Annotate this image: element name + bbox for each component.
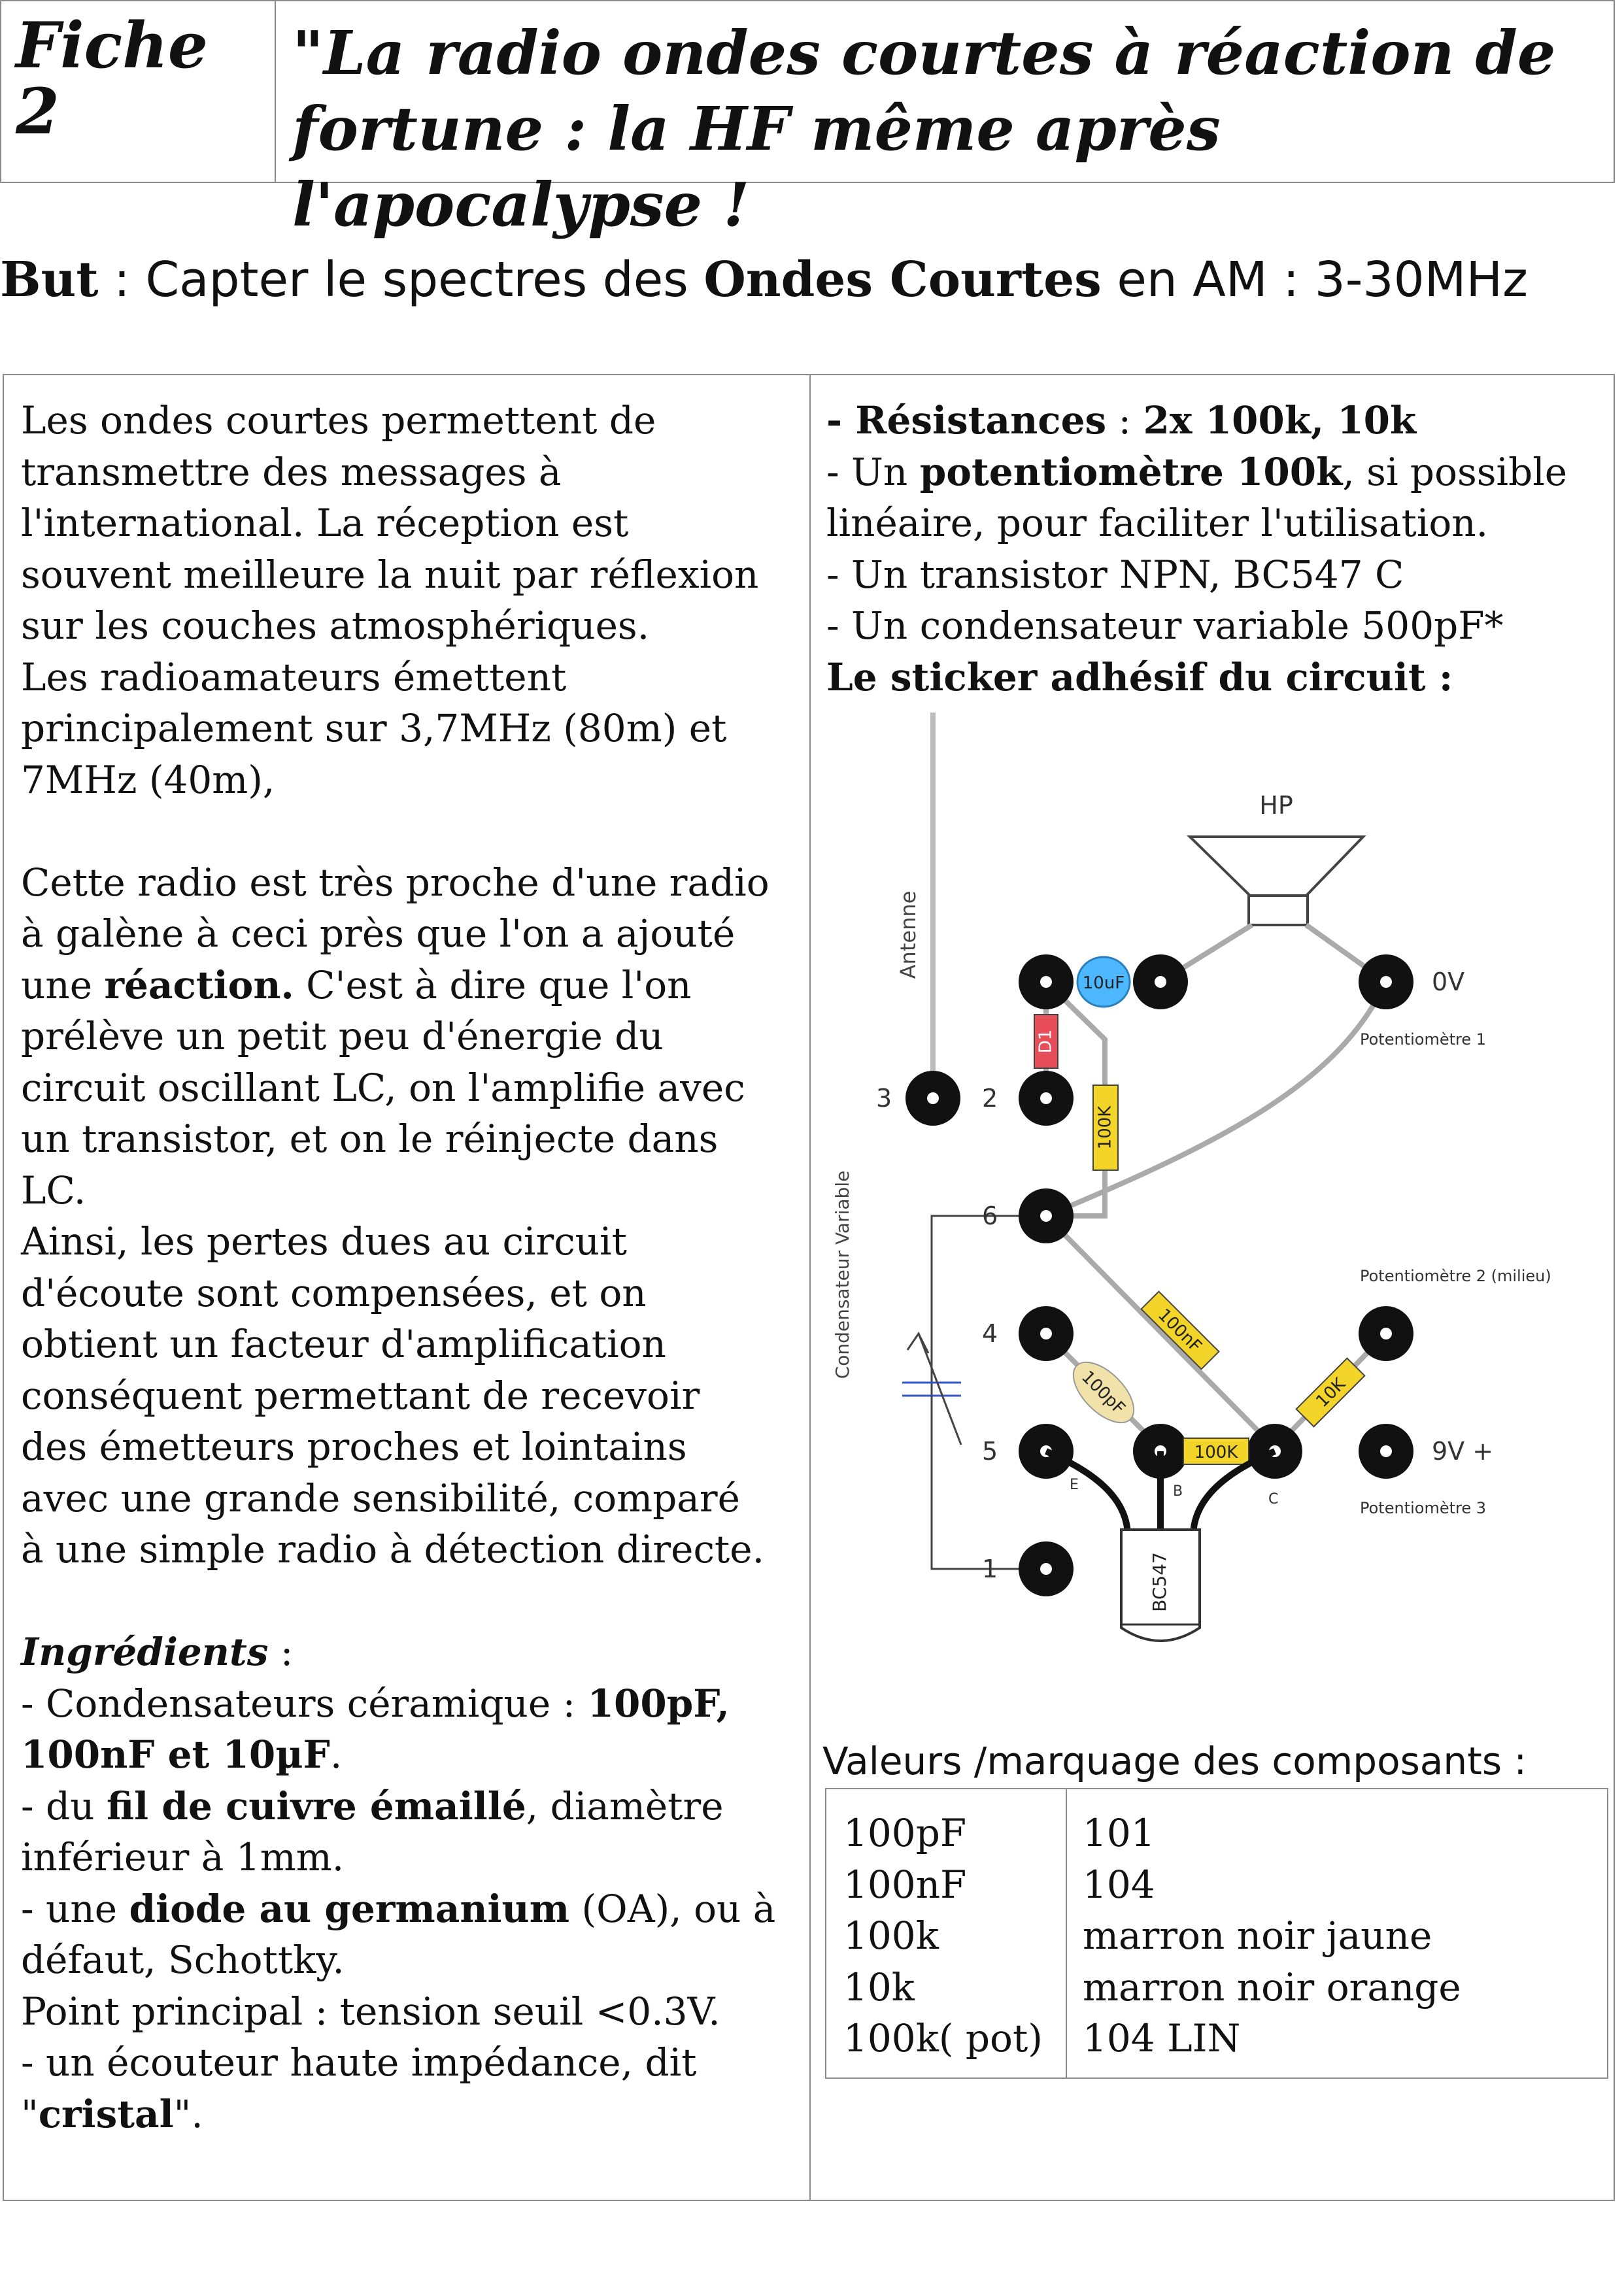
collector-label: C <box>1268 1491 1279 1507</box>
transistor-label: BC547 <box>1149 1552 1170 1612</box>
text-line: sur les couches atmosphériques. <box>21 603 650 648</box>
text-line <box>21 960 805 1011</box>
component-cell: 100k( pot) <box>843 2016 1043 2061</box>
variable-capacitor-icon <box>902 1216 1046 1569</box>
text-run: - Condensateurs céramique : <box>21 1681 588 1726</box>
text-run: C'est à dire que l'on <box>294 962 692 1007</box>
text-run: - une <box>21 1886 129 1931</box>
values-divider <box>1066 1789 1067 2078</box>
title-line-2: fortune : la HF même après l'apocalypse ! <box>292 93 1221 240</box>
resistor-100k-horizontal-label: 100K <box>1194 1443 1238 1462</box>
column-divider <box>809 375 811 2200</box>
right-column <box>826 395 1611 703</box>
variable-capacitor-label: Condensateur Variable <box>832 1170 853 1379</box>
label-pot3: Potentiomètre 3 <box>1360 1499 1487 1517</box>
text-run: une <box>21 962 105 1007</box>
ingredients-heading <box>21 1626 805 1678</box>
values-heading: Valeurs /marquage des composants : <box>822 1739 1527 1783</box>
text-line: à galène à ceci près que l'on a ajouté <box>21 911 736 956</box>
pad-number: 5 <box>982 1437 998 1466</box>
text-bold: 100pF, <box>587 1681 730 1726</box>
text-line: d'écoute sont compensées, et on <box>21 1270 647 1315</box>
goal-text-2: en AM : 3-30MHz <box>1101 252 1529 308</box>
ingredient-line: inférieur à 1mm. <box>21 1835 345 1879</box>
capacitor-100nf-icon <box>1142 1292 1219 1370</box>
text-line: à une simple radio à détection directe. <box>21 1527 765 1572</box>
marking-column <box>1083 1808 1461 2064</box>
blank-line <box>21 1575 805 1627</box>
pad-number: 6 <box>982 1202 998 1230</box>
marking-cell: 101 <box>1083 1811 1155 1855</box>
marking-cell: marron noir orange <box>1083 1964 1461 2010</box>
text-line: LC. <box>21 1168 86 1213</box>
title-line-1: "La radio ondes courtes à réaction de <box>292 18 1556 88</box>
text-bold: 2x 100k, 10k <box>1143 398 1417 443</box>
text-line: principalement sur 3,7MHz (80m) et <box>21 706 727 750</box>
text-line <box>826 446 1611 498</box>
text-bold: 100nF et 10µF <box>21 1732 330 1777</box>
component-column <box>843 1808 1043 2064</box>
label-9v: 9V + <box>1432 1437 1494 1466</box>
text-run: - du <box>21 1783 107 1828</box>
text-line: linéaire, pour faciliter l'utilisation. <box>826 501 1489 545</box>
goal-line <box>0 252 1528 308</box>
text-line: un transistor, et on le réinjecte dans <box>21 1117 719 1161</box>
text-run: " <box>21 2091 39 2136</box>
text-line: - Un transistor NPN, BC547 C <box>826 552 1404 597</box>
text-bold: cristal <box>38 2091 174 2136</box>
text-line: avec une grande sensibilité, comparé <box>21 1475 740 1521</box>
text-run: : <box>1106 398 1143 443</box>
sheet-label: Fiche 2 <box>16 8 208 148</box>
text-bold: diode au germanium <box>129 1886 570 1931</box>
text-line: prélève un petit peu d'énergie du <box>21 1014 664 1058</box>
base-label: B <box>1173 1483 1183 1500</box>
capacitor-100pf-label: 100pF <box>1077 1367 1129 1419</box>
circuit-diagram <box>830 713 1582 1660</box>
component-cell: 100k <box>843 1913 939 1958</box>
text-line: des émetteurs proches et lointains <box>21 1424 687 1469</box>
text-bold: potentiomètre 100k <box>919 449 1343 494</box>
pad-number: 2 <box>982 1084 998 1113</box>
text-run: (OA), ou à <box>569 1886 776 1931</box>
hp-label: HP <box>1259 791 1293 820</box>
sheet-title <box>292 16 1606 243</box>
text-line: transmettre des messages à <box>21 449 562 494</box>
ingredient-line <box>21 1678 805 1730</box>
text-line <box>826 395 1611 446</box>
ingredient-line: défaut, Schottky. <box>21 1938 345 1982</box>
goal-label: But <box>0 252 99 308</box>
marking-cell: 104 <box>1083 1862 1155 1907</box>
capacitor-10uf-label: 10uF <box>1082 973 1125 993</box>
marking-cell: 104 LIN <box>1083 2016 1241 2061</box>
text-line: Les radioamateurs émettent <box>21 654 567 699</box>
text-run: ". <box>173 2091 203 2136</box>
text-bold: fil de cuivre émaillé <box>106 1783 526 1828</box>
marking-cell: marron noir jaune <box>1083 1913 1432 1958</box>
emitter-label: E <box>1070 1477 1079 1493</box>
text-line <box>826 652 1611 703</box>
ingredient-line: - un écouteur haute impédance, dit <box>21 2040 697 2085</box>
pad-number: 1 <box>982 1555 998 1583</box>
text-bold: - Résistances <box>826 398 1107 443</box>
ingredients-label: Ingrédients <box>21 1630 269 1674</box>
component-cell: 10k <box>843 1964 915 2010</box>
text-line: conséquent permettant de recevoir <box>21 1373 700 1418</box>
component-cell: 100pF <box>843 1811 967 1855</box>
text-run: , diamètre <box>526 1783 724 1828</box>
ingredient-line <box>21 1883 805 1935</box>
text-run: - Un <box>826 449 920 494</box>
resistor-100k-vertical-label: 100K <box>1095 1105 1115 1150</box>
antenna-label: Antenne <box>896 890 921 979</box>
component-cell: 100nF <box>843 1862 967 1907</box>
text-run: . <box>330 1732 343 1777</box>
label-pot2: Potentiomètre 2 (milieu) <box>1360 1267 1551 1285</box>
goal-text-1: : Capter le spectres des <box>98 252 704 308</box>
text-line: Les ondes courtes permettent de <box>21 398 656 443</box>
text-line: Cette radio est très proche d'une radio <box>21 860 770 905</box>
speaker-body-icon <box>1249 896 1308 925</box>
goal-bold: Ondes Courtes <box>703 252 1102 308</box>
capacitor-100nf-label: 100nF <box>1154 1305 1206 1356</box>
text-line: 7MHz (40m), <box>21 757 275 802</box>
label-pot1: Potentiomètre 1 <box>1360 1030 1487 1049</box>
left-column <box>21 395 805 2140</box>
speaker-cone-icon <box>1190 837 1363 896</box>
resistor-10k-label: 10K <box>1312 1374 1350 1412</box>
text-line: souvent meilleure la nuit par réflexion <box>21 552 759 597</box>
text-line: circuit oscillant LC, on l'amplifie avec <box>21 1065 745 1110</box>
pad-number: 3 <box>876 1084 892 1113</box>
ingredient-line <box>21 1781 805 1832</box>
diode-label: D1 <box>1036 1029 1056 1054</box>
sticker-heading: Le sticker adhésif du circuit : <box>826 654 1453 699</box>
header-divider <box>275 1 276 182</box>
ingredient-line <box>21 1729 805 1781</box>
pad-number: 4 <box>982 1319 998 1348</box>
text-run: : <box>268 1630 294 1674</box>
ingredient-line <box>21 2089 805 2140</box>
values-table <box>825 1788 1608 2079</box>
text-line: Ainsi, les pertes dues au circuit <box>21 1219 627 1264</box>
text-line: obtient un facteur d'amplification <box>21 1322 666 1366</box>
ingredient-line: Point principal : tension seuil <0.3V. <box>21 1989 720 2034</box>
text-line: - Un condensateur variable 500pF* <box>826 603 1504 648</box>
text-run: , si possible <box>1342 449 1568 494</box>
blank-line <box>21 805 805 857</box>
header-table <box>0 0 1615 240</box>
resistor-10k-icon <box>1296 1358 1365 1427</box>
label-0v: 0V <box>1432 967 1465 996</box>
text-line: l'international. La réception est <box>21 501 629 545</box>
reaction-bold: réaction. <box>104 962 294 1007</box>
